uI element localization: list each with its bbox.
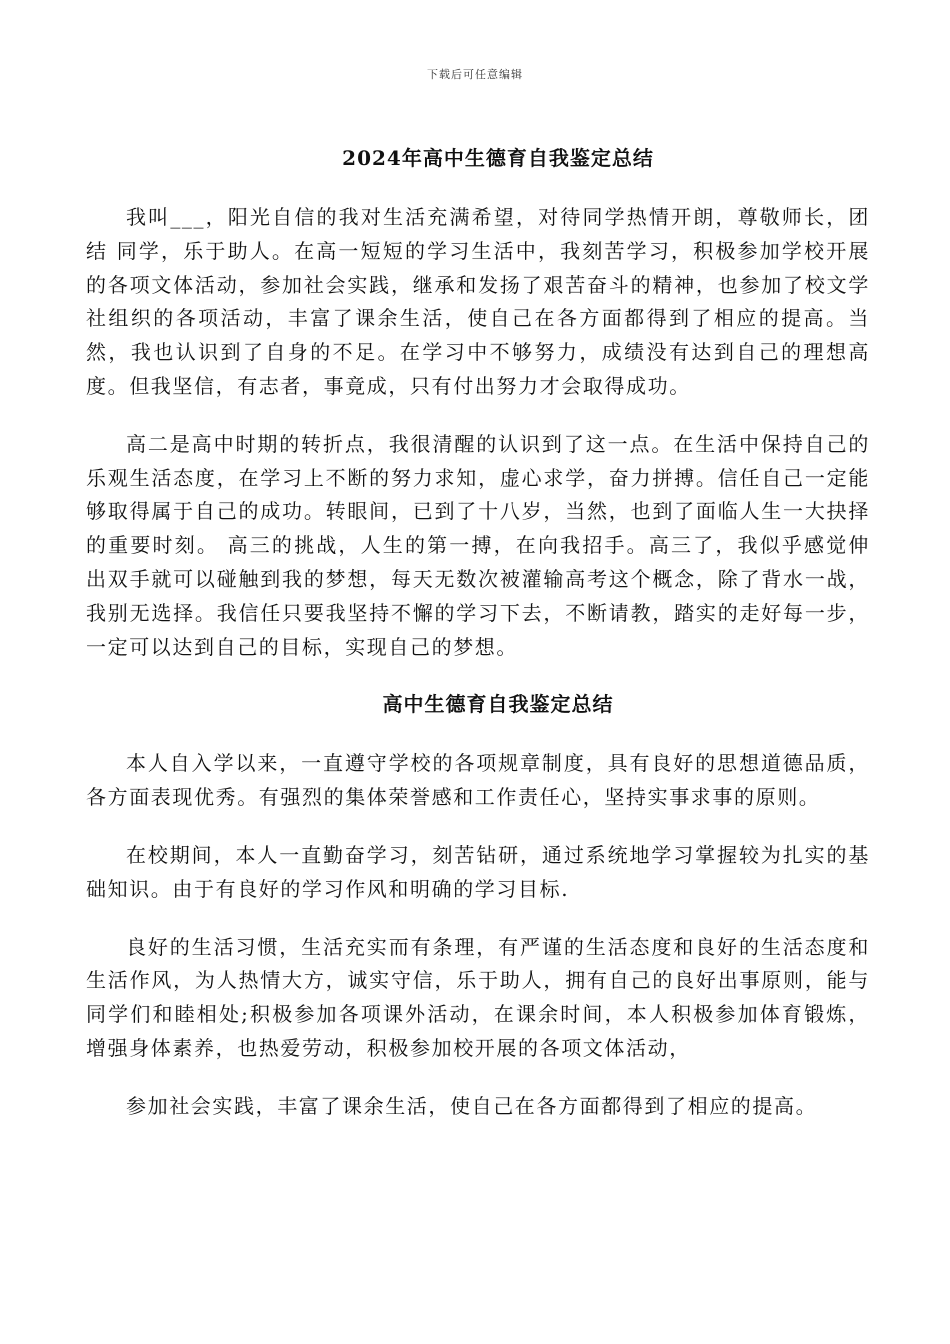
paragraph: 在校期间，本人一直勤奋学习，刻苦钻研，通过系统地学习掌握较为扎实的基础知识。由于有良好的学习作风和明确的学习目标. bbox=[86, 842, 870, 901]
section-title: 高中生德育自我鉴定总结 bbox=[382, 692, 614, 717]
paragraph: 我叫___，阳光自信的我对生活充满希望，对待同学热情开朗，尊敬师长，团结 同学，乐于助人。在高一短短的学习生活中，我刻苦学习，积极参加学校开展的各项文体活动，参加社会实践，继承和发扬了艰苦奋斗的精神，也参加了校文学社组织的各项活动，丰富了课余生活，使自己在各方面都得到了相应的提高。当然，我也认识到了自身的不足。在学习中不够努力，成绩没有达到自己的理想高度。但我坚信，有志者，事竟成，只有付出努力才会取得成功。 bbox=[86, 205, 870, 398]
paragraph: 参加社会实践，丰富了课余生活，使自己在各方面都得到了相应的提高。 bbox=[126, 1093, 818, 1118]
document-title: 2024年高中生德育自我鉴定总结 bbox=[342, 146, 654, 170]
paragraph: 本人自入学以来，一直遵守学校的各项规章制度，具有良好的思想道德品质，各方面表现优秀。有强烈的集体荣誉感和工作责任心，坚持实事求事的原则。 bbox=[86, 751, 870, 810]
paragraph: 高二是高中时期的转折点，我很清醒的认识到了这一点。在生活中保持自己的乐观生活态度，在学习上不断的努力求知，虚心求学，奋力拼搏。信任自己一定能够取得属于自己的成功。转眼间，已到了十八岁，当然，也到了面临人生一大抉择的重要时刻。 高三的挑战，人生的第一搏，在向我招手。高三了，我似乎感觉伸出双手就可以碰触到我的梦想，每天无数次被灌输高考这个概念，除了背水一战，我别无选择。我信任只要我坚持不懈的学习下去，不断请教，踏实的走好每一步，一定可以达到自己的目标，实现自己的梦想。 bbox=[86, 431, 870, 659]
header-note: 下载后可任意编辑 bbox=[427, 68, 523, 81]
paragraph: 良好的生活习惯，生活充实而有条理，有严谨的生活态度和良好的生活态度和生活作风，为人热情大方，诚实守信，乐于助人，拥有自己的良好出事原则，能与同学们和睦相处;积极参加各项课外活动，在课余时间，本人积极参加体育锻炼，增强身体素养，也热爱劳动，积极参加校开展的各项文体活动， bbox=[86, 934, 870, 1060]
document-body bbox=[86, 142, 870, 1148]
